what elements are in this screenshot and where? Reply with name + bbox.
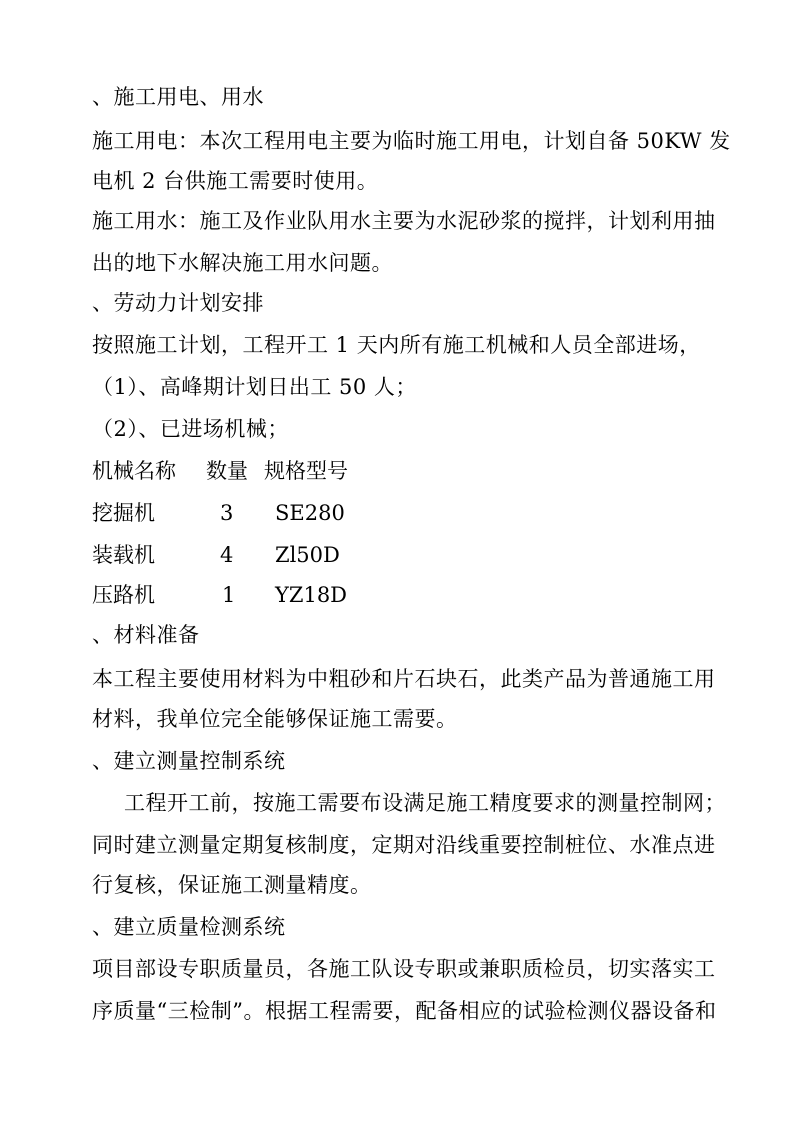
paragraph-line: 工程开工前，按施工需要布设满足施工精度要求的测量控制网； — [124, 791, 726, 815]
paragraph-line: 电机 2 台供施工需要时使用。 — [92, 169, 379, 193]
table-cell-qty: 4 — [220, 543, 234, 567]
table-header-qty: 数量 — [206, 459, 248, 483]
paragraph-line: 施工用电：本次工程用电主要为临时施工用电，计划自备 50KW 发 — [92, 129, 731, 153]
table-cell-spec: Zl50D — [275, 543, 340, 567]
table-cell-qty: 3 — [220, 501, 234, 525]
table-cell-name: 挖掘机 — [92, 501, 155, 525]
paragraph-line: 出的地下水解决施工用水问题。 — [92, 251, 393, 275]
paragraph-line: 本工程主要使用材料为中粗砂和片石块石，此类产品为普通施工用 — [92, 667, 716, 691]
paragraph-line: 项目部设专职质量员，各施工队设专职或兼职质检员，切实落实工 — [92, 957, 716, 981]
table-cell-spec: YZ18D — [275, 583, 348, 607]
paragraph-line: 施工用水：施工及作业队用水主要为水泥砂浆的搅拌，计划利用抽 — [92, 209, 716, 233]
section-heading-power-water: 、施工用电、用水 — [92, 85, 264, 109]
list-item: （1）、高峰期计划日出工 50 人； — [92, 375, 417, 399]
table-cell-qty: 1 — [222, 583, 236, 607]
section-heading-survey: 、建立测量控制系统 — [92, 749, 286, 773]
paragraph-line: 行复核，保证施工测量精度。 — [92, 873, 372, 897]
table-cell-name: 压路机 — [92, 583, 155, 607]
paragraph-line: 材料，我单位完全能够保证施工需要。 — [92, 707, 458, 731]
table-header-spec: 规格型号 — [264, 459, 348, 483]
section-heading-labor: 、劳动力计划安排 — [92, 291, 264, 315]
table-cell-name: 装载机 — [92, 543, 155, 567]
paragraph-line: 同时建立测量定期复核制度，定期对沿线重要控制桩位、水准点进 — [92, 833, 716, 857]
list-item: （2）、已进场机械； — [92, 417, 289, 441]
section-heading-materials: 、材料准备 — [92, 623, 200, 647]
section-heading-quality: 、建立质量检测系统 — [92, 915, 286, 939]
paragraph-line: 序质量“三检制”。根据工程需要，配备相应的试验检测仪器设备和 — [92, 999, 717, 1023]
table-cell-spec: SE280 — [275, 501, 345, 525]
table-header-name: 机械名称 — [92, 459, 176, 483]
paragraph-line: 按照施工计划，工程开工 1 天内所有施工机械和人员全部进场， — [92, 333, 701, 357]
